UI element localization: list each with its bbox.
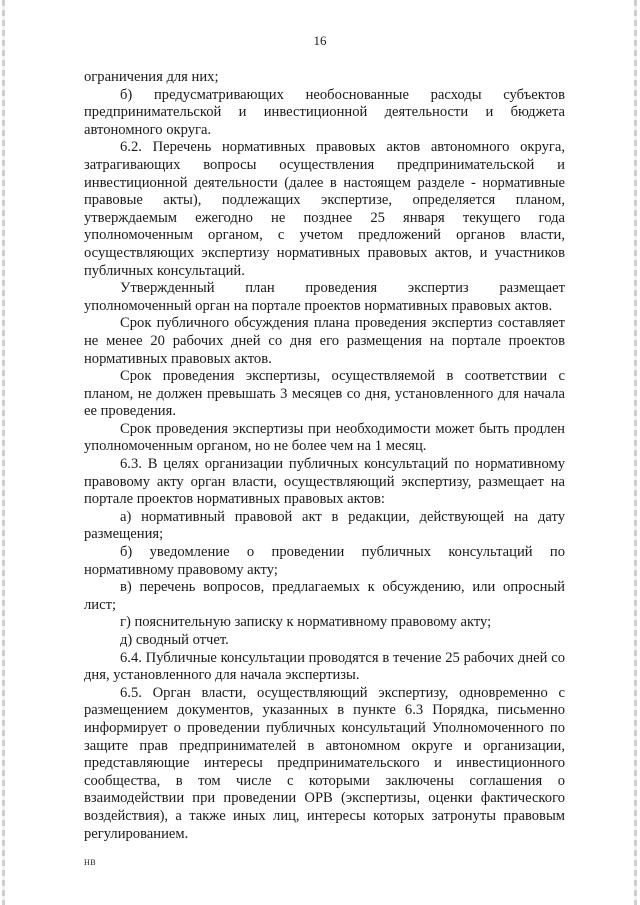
paragraph-discussion-term: Срок публичного обсуждения плана проведения экспертиз составляет не менее 20 рабочих дней со дня его размещения на портале проектов нормативных правовых актов. bbox=[84, 315, 565, 367]
document-body bbox=[84, 69, 565, 843]
paragraph-term-extension: Срок проведения экспертизы при необходимости может быть продлен уполномоченным органом, но не более чем на 1 месяц. bbox=[84, 420, 565, 455]
paragraph-item-b: б) предусматривающих необоснованные расходы субъектов предпринимательской и инвестиционной деятельности и бюджета автономного округа. bbox=[84, 86, 565, 138]
footer-initials: НВ bbox=[84, 858, 97, 867]
list-item-a: а) нормативный правовой акт в редакции, действующей на дату размещения; bbox=[84, 508, 565, 543]
paragraph-expertise-term: Срок проведения экспертизы, осуществляемой в соответствии с планом, не должен превышать 3 месяцев со дня, установленного для начала ее проведения. bbox=[84, 368, 565, 420]
paragraph-6-4: 6.4. Публичные консультации проводятся в течение 25 рабочих дней со дня, установленного для начала экспертизы. bbox=[84, 649, 565, 684]
list-item-v: в) перечень вопросов, предлагаемых к обсуждению, или опросный лист; bbox=[84, 579, 565, 613]
page-number: 16 bbox=[313, 33, 327, 48]
paragraph-6-5: 6.5. Орган власти, осуществляющий экспертизу, одновременно с размещением документов, указанных в пункте 6.3 Порядка, письменно информирует о проведении публичных консультаций Уполномоченного по защите прав предпринимателей в автономном округе и организации, представляющие интересы предпринимательского и инвестиционного сообщества, в том числе с которыми заключены соглашения о взаимодействии при проведении ОРВ (экспертизы, оценки фактического воздействия), а также иных лиц, интересы которых затронуты правовым регулированием. bbox=[84, 684, 565, 842]
paragraph-plan-placement: Утвержденный план проведения экспертиз размещает уполномоченный орган на портале проектов нормативных правовых актов. bbox=[84, 280, 565, 314]
page-left-edge bbox=[2, 0, 5, 905]
list-item-b: б) уведомление о проведении публичных консультаций по нормативному правовому акту; bbox=[84, 544, 565, 578]
list-item-g: г) пояснительную записку к нормативному правовому акту; bbox=[120, 614, 492, 631]
paragraph-6-3: 6.3. В целях организации публичных консультаций по нормативному правовому акту орган власти, осуществляющий экспертизу, размещает на портале проектов нормативных правовых актов: bbox=[84, 456, 565, 508]
list-item-d: д) сводный отчет. bbox=[120, 632, 229, 648]
paragraph-continuation: ограничения для них; bbox=[84, 69, 219, 85]
page-right-edge bbox=[634, 0, 637, 905]
paragraph-6-2: 6.2. Перечень нормативных правовых актов автономного округа, затрагивающих вопросы осуществления предпринимательской и инвестиционной деятельности (далее в настоящем разделе - нормативные правовые акты), подлежащих экспертизе, определяется планом, утверждаемым ежегодно не позднее 25 января текущего года уполномоченным органом, с учетом предложений органов власти, осуществляющих экспертизу нормативных правовых актов, и участников публичных консультаций. bbox=[84, 139, 565, 279]
